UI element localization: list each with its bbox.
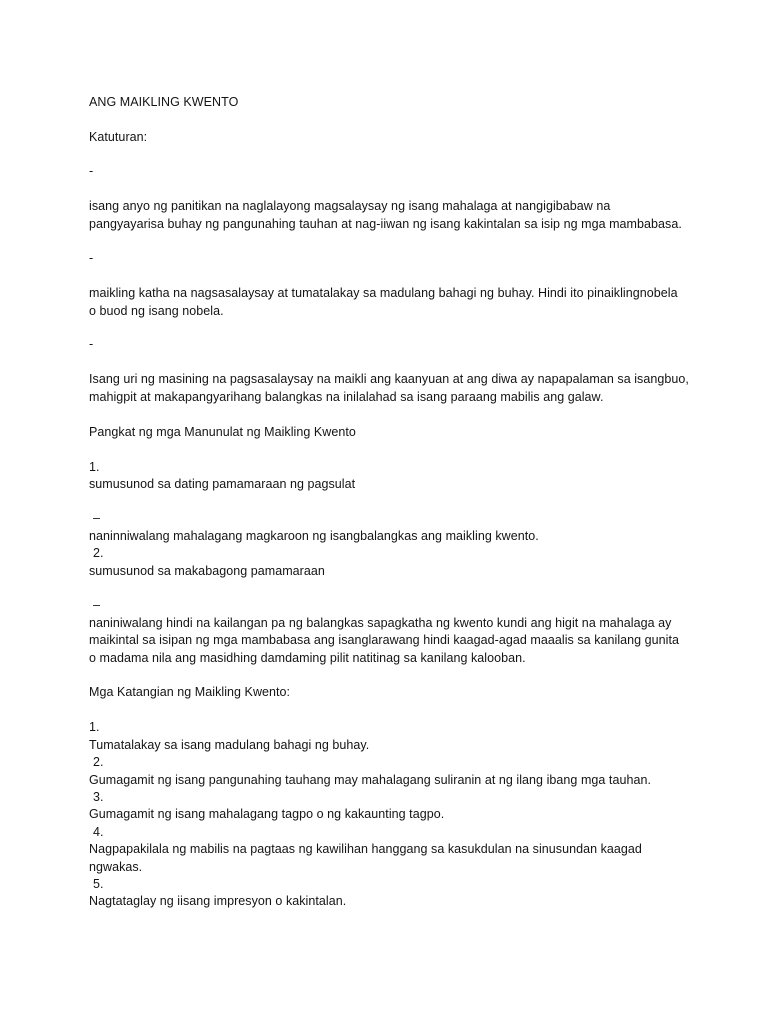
pangkat-1-number: 1. (89, 460, 100, 474)
pangkat-2-dash: – (93, 598, 101, 612)
definition-2-line-2: o buod ng isang nobela. (89, 304, 224, 318)
katangian-5-text: Nagtataglay ng iisang impresyon o kakintalan. (89, 894, 347, 908)
pangkat-heading: Pangkat ng mga Manunulat ng Maikling Kwento (89, 425, 356, 439)
definition-3-line-2: mahigpit at makapangyarihang balangkas na inilalahad sa isang paraang mabilis ang galaw. (89, 390, 604, 404)
pangkat-2-desc-line-3: o madama nila ang masidhing damdaming pilit natitinag sa kanilang kalooban. (89, 651, 526, 665)
document-title: ANG MAIKLING KWENTO (89, 95, 239, 109)
pangkat-2-desc-line-2: maikintal sa isipan ng mga mambabasa ang isanglarawang hindi kaagad-agad maaalis sa kanilang gunita (89, 633, 680, 647)
katangian-4-text-line-1: Nagpapakilala ng mabilis na pagtaas ng kawilihan hanggang sa kasukdulan na sinusundan kaagad (89, 842, 642, 856)
pangkat-2-title: sumusunod sa makabagong pamamaraan (89, 564, 325, 578)
katangian-heading: Mga Katangian ng Maikling Kwento: (89, 685, 291, 699)
definition-1-line-2: pangyayarisa buhay ng pangunahing tauhan at nag-iiwan ng isang kakintalan sa isip ng mga mambabasa. (89, 217, 682, 231)
definition-2-line-1: maikling katha na nagsasalaysay at tumatalakay sa madulang bahagi ng buhay. Hindi ito pinaiklingnobela (89, 286, 678, 300)
definition-3-marker: - (89, 337, 94, 351)
katangian-4-text-line-2: ngwakas. (89, 860, 143, 874)
definition-3-line-1: Isang uri ng masining na pagsasalaysay na maikli ang kaanyuan at ang diwa ay napapalaman sa isangbuo, (89, 372, 689, 386)
definition-1-line-1: isang anyo ng panitikan na naglalayong magsalaysay ng isang mahalaga at nangigibabaw na (89, 199, 611, 213)
pangkat-1-dash: – (93, 511, 101, 525)
pangkat-1-desc-line-1: naninniwalang mahalagang magkaroon ng isangbalangkas ang maikling kwento. (89, 529, 539, 543)
katuturan-heading: Katuturan: (89, 130, 148, 144)
katangian-3-number: 3. (93, 790, 104, 804)
katangian-1-text: Tumatalakay sa isang madulang bahagi ng buhay. (89, 738, 370, 752)
katangian-2-number: 2. (93, 755, 104, 769)
katangian-1-number: 1. (89, 720, 100, 734)
katangian-5-number: 5. (93, 877, 104, 891)
pangkat-2-number: 2. (93, 546, 104, 560)
definition-1-marker: - (89, 164, 94, 178)
katangian-3-text: Gumagamit ng isang mahalagang tagpo o ng kakaunting tagpo. (89, 807, 445, 821)
pangkat-2-desc-line-1: naniniwalang hindi na kailangan pa ng balangkas sapagkatha ng kwento kundi ang higit na mahalaga ay (89, 616, 672, 630)
pangkat-1-title: sumusunod sa dating pamamaraan ng pagsulat (89, 477, 356, 491)
katangian-2-text: Gumagamit ng isang pangunahing tauhang may mahalagang suliranin at ng ilang ibang mga tauhan. (89, 773, 651, 787)
definition-2-marker: - (89, 251, 94, 265)
katangian-4-number: 4. (93, 825, 104, 839)
